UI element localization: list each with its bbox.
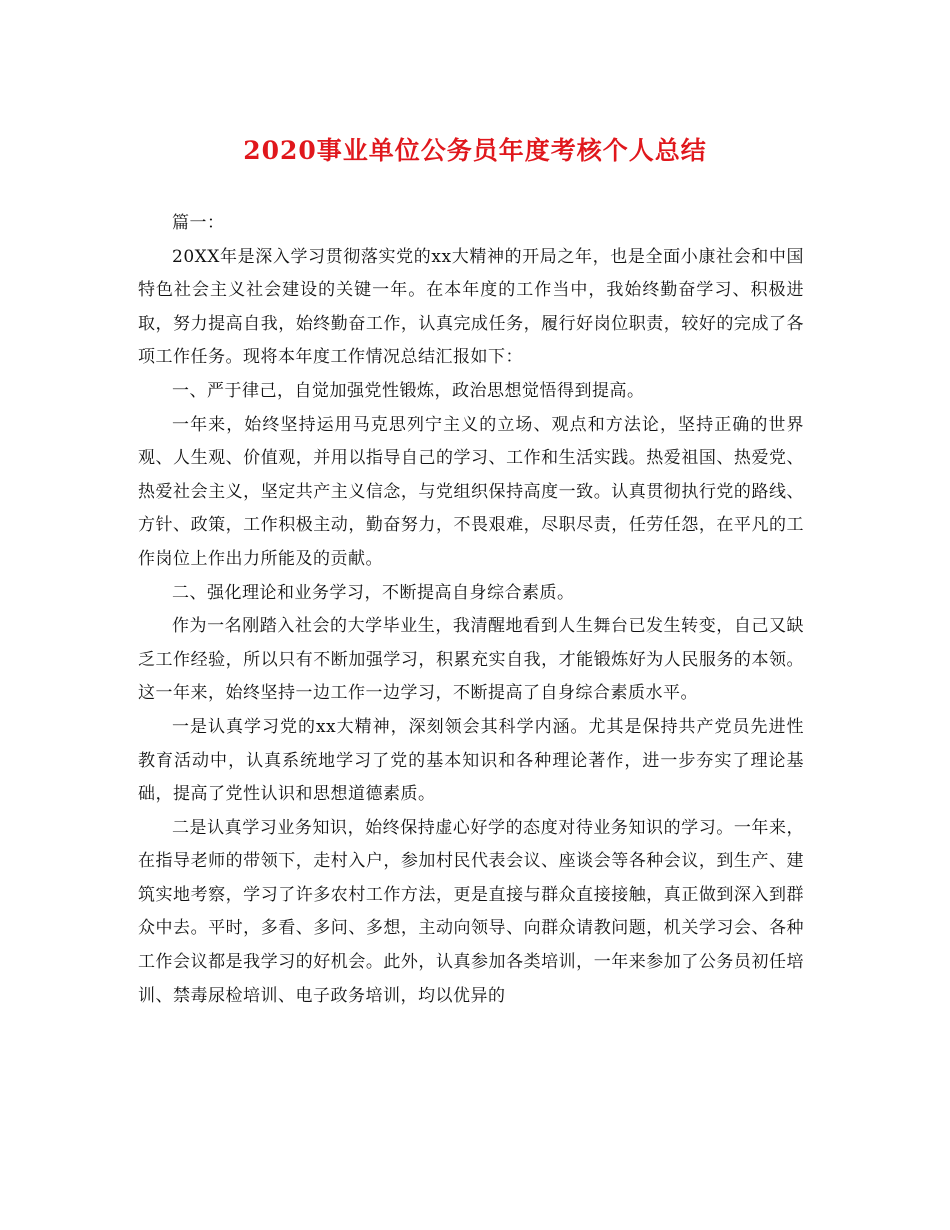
paragraph-section-label: 篇一： — [172, 213, 225, 233]
paragraph-section-one: 一年来，始终坚持运用马克思列宁主义的立场、观点和方法论，坚持正确的世界观、人生观、价值观，并用以指导自己的学习、工作和生活实践。热爱祖国、热爱党、热爱社会主义，坚定共产主义信念，与党组织保持高度一致。认真贯彻执行党的路线、方针、政策，工作积极主动，勤奋努力，不畏艰难，尽职尽责，任劳任怨，在平凡的工作岗位上作出力所能及的贡献。 — [138, 414, 804, 569]
paragraph-section-two: 作为一名刚踏入社会的大学毕业生，我清醒地看到人生舞台已发生转变，自己又缺乏工作经验，所以只有不断加强学习，积累充实自我，才能锻炼好为人民服务的本领。这一年来，始终坚持一边工作一边学习，不断提高了自身综合素质水平。 — [138, 616, 804, 704]
document-title: 2020事业单位公务员年度考核个人总结 — [243, 136, 707, 165]
heading-section-two: 二、强化理论和业务学习，不断提高自身综合素质。 — [172, 582, 575, 603]
heading-section-one: 一、严于律己，自觉加强党性锻炼，政治思想觉悟得到提高。 — [172, 380, 645, 401]
paragraph-point-one: 一是认真学习党的xx大精神，深刻领会其科学内涵。尤其是保持共产党员先进性教育活动中，认真系统地学习了党的基本知识和各种理论著作，进一步夯实了理论基础，提高了党性认识和思想道德素质。 — [138, 716, 804, 805]
document-body — [138, 207, 804, 1013]
paragraph-intro: 20XX年是深入学习贯彻落实党的xx大精神的开局之年，也是全面小康社会和中国特色社会主义社会建设的关键一年。在本年度的工作当中，我始终勤奋学习、积极进取，努力提高自我，始终勤奋工作，认真完成任务，履行好岗位职责，较好的完成了各项工作任务。现将本年度工作情况总结汇报如下： — [138, 246, 804, 368]
paragraph-point-two: 二是认真学习业务知识，始终保持虚心好学的态度对待业务知识的学习。一年来，在指导老师的带领下，走村入户，参加村民代表会议、座谈会等各种会议，到生产、建筑实地考察，学习了许多农村工作方法，更是直接与群众直接接触，真正做到深入到群众中去。平时，多看、多问、多想，主动向领导、向群众请教问题，机关学习会、各种工作会议都是我学习的好机会。此外，认真参加各类培训，一年来参加了公务员初任培训、禁毒尿检培训、电子政务培训，均以优异的 — [138, 817, 804, 1006]
